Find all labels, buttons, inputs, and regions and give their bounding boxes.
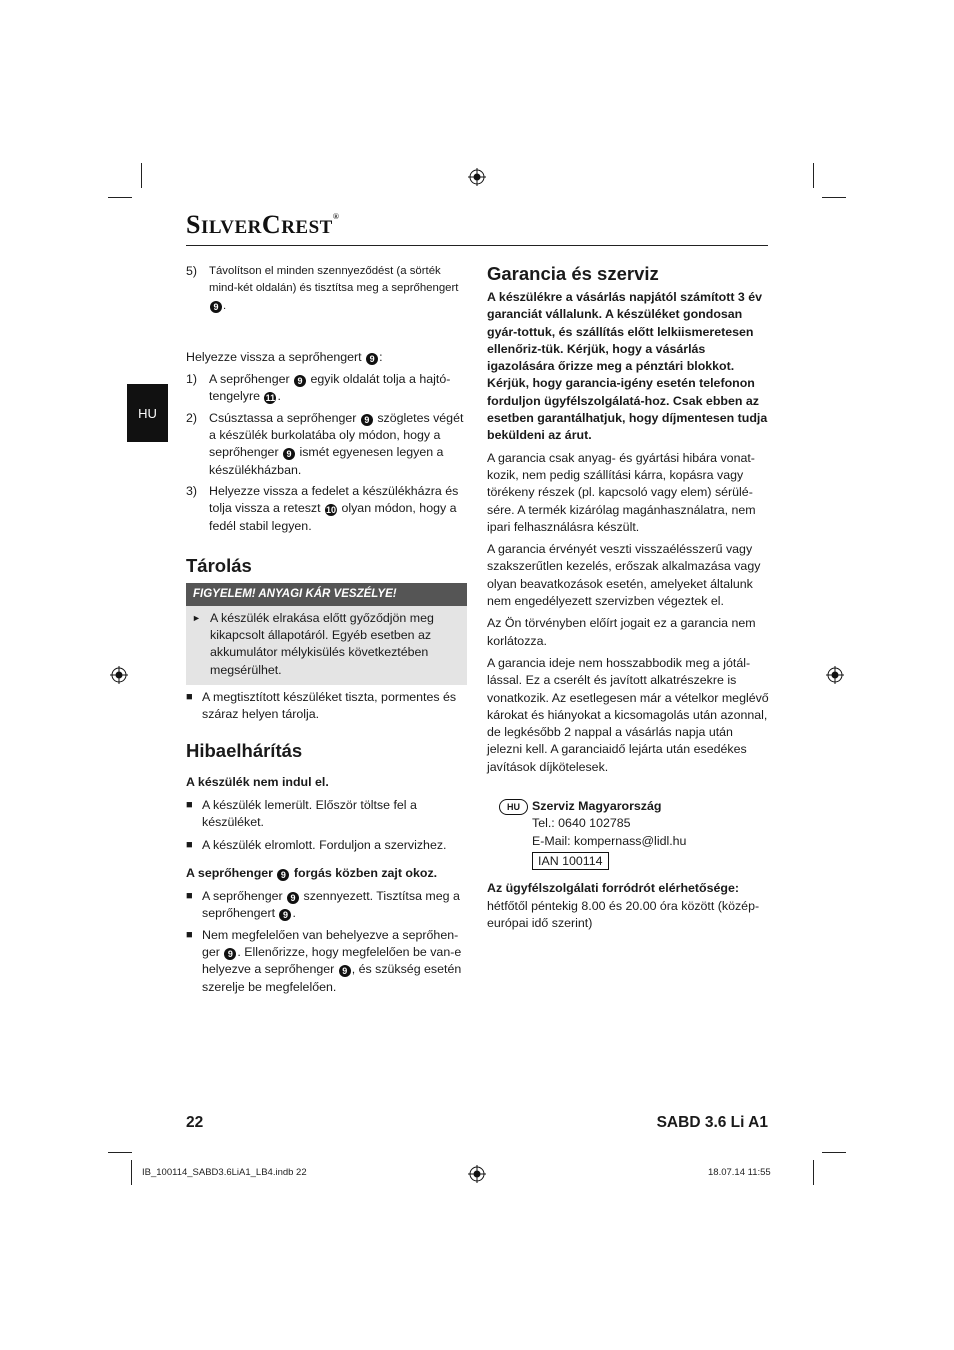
crop-mark	[813, 163, 814, 188]
crop-mark	[131, 1160, 132, 1185]
replace-step-3: 3) Helyezze vissza a fedelet a készülékházra és tolja vissza a reteszt 10 olyan módon, hogy a fedél stabil legyen.	[186, 483, 459, 533]
problem-1-heading: A készülék nem indul el.	[186, 774, 329, 789]
replace-step-2: 2) Csúsztassa a seprőhenger 9 szögletes végét a készülék burkolatába oly módon, hogy a seprőhenger 9 ismét egyenesen legyen a készülékházban.	[186, 410, 464, 477]
problem-1-cause-1: ■ A készülék lemerült. Először töltse fel a készüléket.	[186, 797, 467, 832]
problem-2-cause-2: ■ Nem megfelelően van behelyezve a seprőhen-ger 9 . Ellenőrizze, hogy megfelelően be van-e helyezve a seprőhenger 9 , és szükség esetén szerelje be megfelelően.	[186, 927, 467, 996]
silvercrest-logo: SILVERCREST®	[186, 210, 340, 239]
square-bullet-icon: ■	[186, 838, 193, 851]
troubleshooting-heading: Hibaelhárítás	[186, 739, 303, 761]
model-name: SABD 3.6 Li A1	[656, 1114, 768, 1131]
registration-mark-icon	[468, 168, 486, 186]
warning-text: A készülék elrakása előtt győződjön meg kikapcsolt állapotáról. Egyéb esetben az akkumulátor mélykisülés következtében megsérülhet.	[210, 610, 434, 677]
problem-2-cause-1: ■ A seprőhenger 9 szennyezett. Tisztítsa meg a seprőhengert 9 .	[186, 888, 467, 923]
crop-mark	[108, 1152, 132, 1153]
warning-box	[186, 583, 467, 685]
problem-1-cause-2: ■ A készülék elromlott. Forduljon a szervizhez.	[186, 837, 467, 854]
service-name: Szerviz Magyarország	[532, 799, 662, 814]
square-bullet-icon: ■	[186, 928, 193, 941]
replace-intro: Helyezze vissza a seprőhengert 9 :	[186, 349, 383, 364]
service-phone: Tel.: 0640 102785	[532, 816, 631, 831]
registration-mark-icon	[826, 666, 844, 684]
header-rule	[186, 245, 768, 246]
warning-header: FIGYELEM! ANYAGI KÁR VESZÉLYE!	[186, 583, 467, 606]
service-contact	[487, 798, 770, 870]
crop-mark	[813, 1160, 814, 1185]
date-slug: 18.07.14 11:55	[708, 1167, 771, 1178]
warranty-paragraph: A garancia csak anyag- és gyártási hibára vonat-kozik, nem pedig szállítási kárra, kopásra vagy törékeny részek (pl. kapcsoló vagy elem) sérülé-sére. A termék kizárólag magánhasználatra, nem ipari felhasználásra készült.	[487, 450, 756, 534]
storage-heading: Tárolás	[186, 554, 252, 576]
registration-mark-icon	[468, 1165, 486, 1183]
square-bullet-icon: ■	[186, 890, 193, 903]
crop-mark	[141, 163, 142, 188]
crop-mark	[822, 197, 846, 198]
right-column	[487, 263, 770, 932]
warranty-heading: Garancia és szerviz	[487, 263, 659, 284]
registration-mark-icon	[110, 666, 128, 684]
service-email: E-Mail: kompernass@lidl.hu	[532, 833, 687, 848]
arrow-icon: ►	[192, 612, 201, 623]
crop-mark	[108, 197, 132, 198]
ian-number: IAN 100114	[532, 852, 609, 870]
warranty-paragraph: Az Ön törvényben előírt jogait ez a garancia nem korlátozza.	[487, 616, 756, 648]
problem-2-heading: A seprőhenger 9 forgás közben zajt okoz.	[186, 865, 438, 880]
cleaning-step-5: 5) Távolítson el minden szennyeződést (a sörték mind-két oldalán) és tisztítsa meg a seprőhengert 9 .	[186, 264, 459, 312]
warranty-intro: A készülékre a vásárlás napjától számított 3 év garanciát vállalunk. A készüléket gondosan gyár-tottuk, és szállítás előtt lelkiismeretesen ellenőriz-tük. Kérjük, hogy a vásárlás igazolására őrizze meg a pénztári blokkot. Kérjük, hogy garancia-igény esetén telefonon forduljon ügyfélszolgálatá-hoz. Csak ebben az esetben garantálhatjuk, hogy díjmentesen tudja beküldeni az árut.	[487, 290, 768, 443]
hotline-hours: hétfőtől péntekig 8.00 és 20.00 óra között (közép-európai idő szerint)	[487, 898, 760, 930]
replace-step-1: 1) A seprőhenger 9 egyik oldalát tolja a hajtó-tengelyre 11 .	[186, 372, 451, 404]
warranty-paragraph: A garancia érvényét veszti visszaélésszerű vagy szakszerűtlen kezelés, erőszak alkalmazása vagy olyan beavatkozások esetén, amelyeket általunk nem engedélyezett szervizben végeztek el.	[487, 542, 761, 609]
square-bullet-icon: ■	[186, 691, 193, 704]
warranty-paragraph: A garancia ideje nem hosszabbodik meg a jótál-lással. Ez a cserélt és javított alkatrészekre is vonatkozik. Az esetlegesen már a vételkor meglévő károkat és hiányokat a kicsomagolás után azonnal, de legkésőbb 2 nappal a vásárlás napja után jelezni kell. A garanciaidő lejárta után esedékes javítások díjkötelesek.	[487, 655, 769, 774]
storage-bullet: ■ A megtisztított készüléket tiszta, pormentes és száraz helyen tárolja.	[186, 689, 467, 724]
file-slug: IB_100114_SABD3.6LiA1_LB4.indb 22	[142, 1167, 307, 1178]
page-number: 22	[186, 1114, 204, 1131]
hotline-heading: Az ügyfélszolgálati forródrót elérhetősége:	[487, 881, 739, 896]
square-bullet-icon: ■	[186, 798, 193, 811]
language-tab: HU	[127, 384, 168, 442]
crop-mark	[822, 1152, 846, 1153]
left-column	[186, 263, 467, 996]
country-badge: HU	[499, 799, 528, 815]
